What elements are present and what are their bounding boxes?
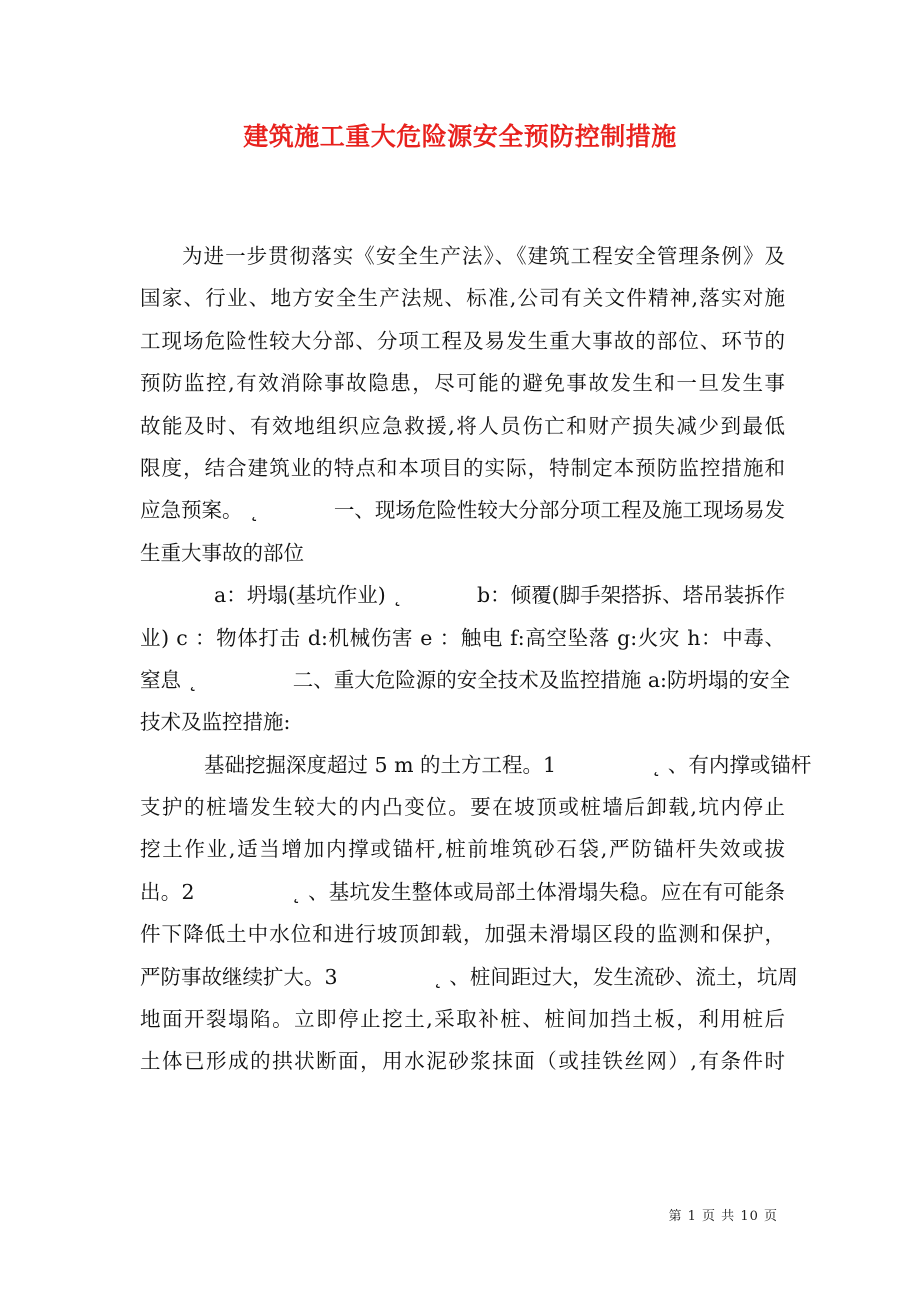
- text-line: 窒息 ˛ 二、重大危险源的安全技术及监控措施 a:防坍塌的安全: [140, 667, 790, 692]
- text-line: 业) c ：物体打击 d:机械伤害 e ：触电 f:高空坠落 g:火灾 h：中毒、: [140, 625, 785, 650]
- text-line: 国家、行业、地方安全生产法规、标准,公司有关文件精神,落实对施: [140, 286, 785, 311]
- text-line: 件下降低土中水位和进行坡顶卸载，加强未滑塌区段的监测和保护，: [140, 922, 785, 947]
- text-line: 故能及时、有效地组织应急救援,将人员伤亡和财产损失减少到最低: [140, 413, 785, 438]
- document-body: [140, 235, 812, 1083]
- text-line: 技术及监控措施:: [140, 710, 291, 735]
- text-line: 预防监控,有效消除事故隐患，尽可能的避免事故发生和一旦发生事: [140, 371, 785, 396]
- text-line: 严防事故继续扩大。3 ˛ 、桩间距过大，发生流砂、流土，坑周: [140, 964, 798, 989]
- text-line: 工现场危险性较大分部、分项工程及易发生重大事故的部位、环节的: [140, 328, 785, 353]
- document-title: 建筑施工重大危险源安全预防控制措施: [243, 122, 677, 151]
- text-line: 限度，结合建筑业的特点和本项目的实际，特制定本预防监控措施和: [140, 455, 785, 480]
- page-number: 第 1 页 共 10 页: [668, 1209, 778, 1224]
- text-line: 生重大事故的部位: [140, 540, 304, 565]
- text-line: 基础挖掘深度超过 5 m 的土方工程。1 ˛ 、有内撑或锚杆: [204, 752, 812, 777]
- text-line: a：坍塌(基坑作业) ˛ b：倾覆(脚手架搭拆、塔吊装拆作: [214, 583, 786, 608]
- text-line: 挖土作业,适当增加内撑或锚杆,桩前堆筑砂石袋,严防锚杆失效或拔: [140, 837, 785, 862]
- text-line: 土体已形成的拱状断面，用水泥砂浆抹面（或挂铁丝网）,有条件时: [140, 1049, 785, 1074]
- text-line: 应急预案。 ˛ 一、现场危险性较大分部分项工程及施工现场易发: [140, 498, 785, 523]
- text-line: 地面开裂塌陷。立即停止挖土,采取补桩、桩间加挡土板，利用桩后: [140, 1007, 785, 1032]
- text-line: 出。2 ˛ 、基坑发生整体或局部土体滑塌失稳。应在有可能条: [140, 879, 785, 904]
- text-line: 为进一步贯彻落实《安全生产法》、《建筑工程安全管理条例》及: [182, 244, 785, 268]
- text-line: 支护的桩墙发生较大的内凸变位。要在坡顶或桩墙后卸载,坑内停止: [140, 795, 785, 820]
